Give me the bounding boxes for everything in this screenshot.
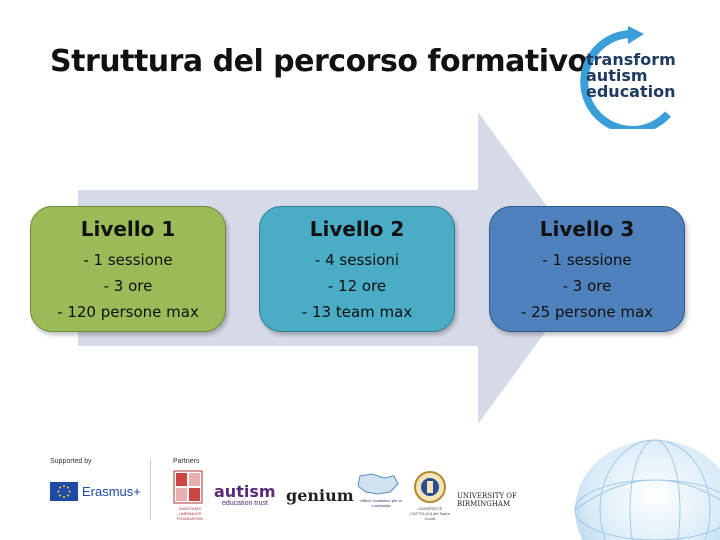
ucsc-seal-icon [414, 470, 446, 504]
level-3-hours: - 3 ore [562, 277, 612, 295]
level-1-box [30, 206, 226, 332]
level-1-title: Livello 1 [80, 217, 176, 241]
logo-line-education: education [586, 82, 676, 101]
level-3-sessions: - 1 sessione [542, 251, 632, 269]
level-2-sessions: - 4 sessioni [314, 251, 400, 269]
autism-education-trust-logo: autism [214, 482, 276, 501]
caf-foundation-logo-icon [173, 470, 203, 504]
logo-line-transform: transform [586, 50, 676, 69]
level-3-box [489, 206, 685, 332]
level-2-box [259, 206, 455, 332]
autism-education-trust-sub: education trust [222, 500, 268, 507]
level-3-capacity: - 25 persone max [520, 303, 654, 321]
logo-text [586, 52, 676, 100]
ufficio-scolastico-text: Ufficio Scolastico per la Lombardia [360, 498, 402, 508]
level-3-title: Livello 3 [539, 217, 635, 241]
level-2-hours: - 12 ore [327, 277, 387, 295]
level-1-capacity: - 120 persone max [57, 303, 199, 321]
uob-line-2: BIRMINGHAM [457, 500, 511, 508]
eu-flag-icon [50, 482, 78, 501]
level-1-hours: - 3 ore [103, 277, 153, 295]
genium-logo: genium [286, 486, 354, 505]
erasmus-logo: Erasmus+ [82, 484, 141, 499]
caf-foundation-text: ANASTASIS LABRAKIOS FOUNDATION [176, 506, 204, 521]
uob-line-1: UNIVERSITY OF [457, 492, 517, 500]
page-title: Struttura del percorso formativo [50, 44, 588, 79]
university-of-birmingham-logo [457, 492, 517, 508]
logo-line-autism: autism [586, 66, 648, 85]
lombardia-map-icon [352, 472, 402, 498]
level-2-capacity: - 13 team max [301, 303, 413, 321]
globe-decoration-icon [560, 410, 720, 540]
supported-by-label: Supported by [50, 458, 92, 465]
partners-label: Partners [173, 458, 200, 465]
ucsc-text: UNIVERSITÀ CATTOLICA del Sacro Cuore [410, 506, 450, 521]
level-1-sessions: - 1 sessione [83, 251, 173, 269]
level-2-title: Livello 2 [309, 217, 405, 241]
footer-divider [150, 460, 151, 520]
